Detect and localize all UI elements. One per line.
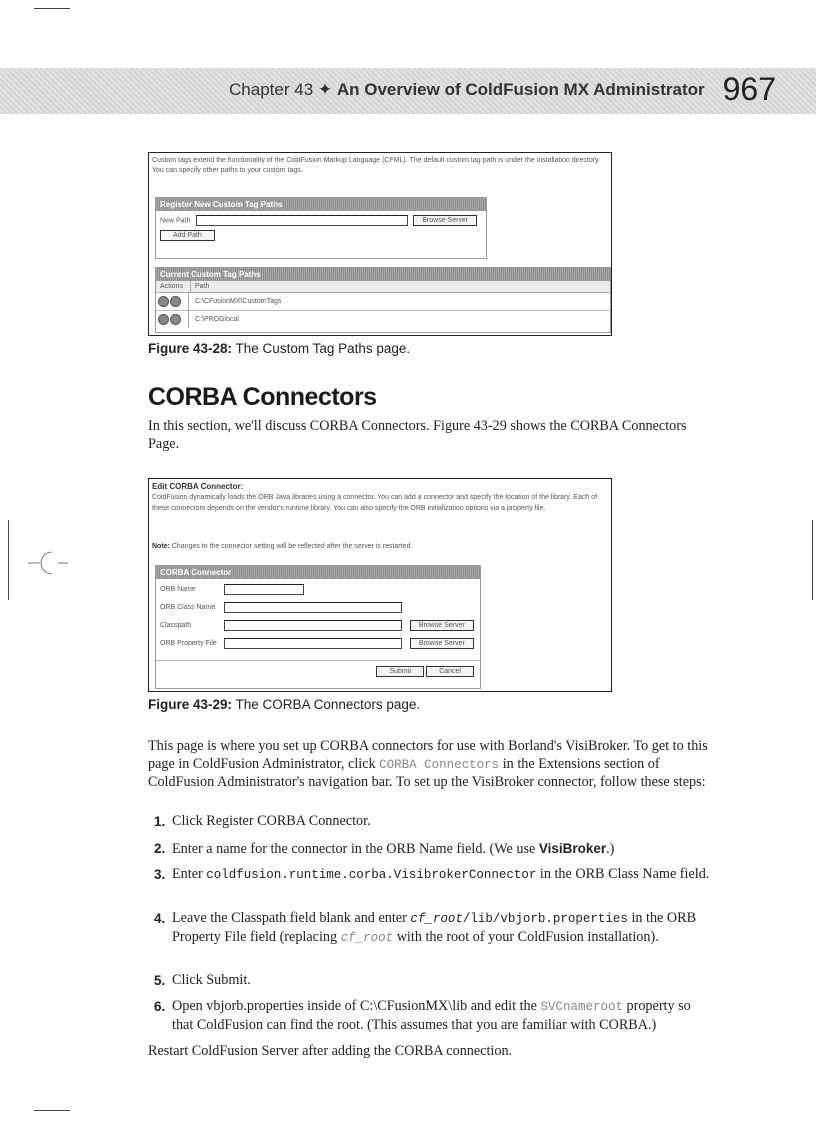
current-paths-title: Current Custom Tag Paths xyxy=(156,268,610,281)
step-number: 2. xyxy=(154,841,166,856)
current-paths-panel xyxy=(155,267,611,333)
caption-number: Figure 43-29: xyxy=(148,697,233,712)
body-text: This page is where you set up CORBA connectors for use with Borland's VisiBroker. To get to this page in ColdFusion Administrator, click xyxy=(148,738,708,772)
col-path: Path xyxy=(195,283,210,290)
step-number: 5. xyxy=(154,973,166,988)
row-actions xyxy=(156,293,189,310)
orb-class-input[interactable] xyxy=(224,602,402,613)
orb-name-label: ORB Name xyxy=(160,586,196,594)
restart-note xyxy=(152,543,412,550)
step-number: 1. xyxy=(154,814,166,829)
running-header-chapter xyxy=(229,80,705,106)
header-separator-icon: ✦ xyxy=(317,80,333,99)
classpath-row xyxy=(160,620,474,631)
step-number: 3. xyxy=(154,867,166,882)
current-paths-header-row xyxy=(156,281,610,293)
table-row xyxy=(156,293,610,311)
edit-icon[interactable] xyxy=(158,296,169,307)
chapter-label: Chapter 43 xyxy=(229,80,314,99)
orb-class-row xyxy=(160,602,402,613)
body-text: in the Extensions section of ColdFusion Administrator's navigation bar. To set up the VisiBroker connector, follow these steps: xyxy=(148,755,706,790)
table-row xyxy=(156,311,610,328)
chapter-title: An Overview of ColdFusion MX Administrator xyxy=(336,80,705,99)
step-text: Enter a name for the connector in the ORB Name field. (We use xyxy=(172,841,539,857)
list-item xyxy=(154,972,712,990)
classpath-input[interactable] xyxy=(224,620,402,631)
step-text: Click Submit. xyxy=(172,972,251,988)
list-item xyxy=(154,813,712,831)
figure-43-28-caption xyxy=(148,341,410,356)
list-item xyxy=(154,840,712,859)
step-text: Leave the Classpath field blank and enter xyxy=(172,910,411,926)
new-path-row xyxy=(156,211,486,230)
step-text: in the ORB Property File field (replacing xyxy=(172,910,697,945)
step-bold: VisiBroker xyxy=(538,841,607,856)
orb-property-label: ORB Property File xyxy=(160,640,217,648)
note-text: Changes to the connector setting will be reflected after the server is restarted. xyxy=(171,543,413,550)
registration-mark-icon xyxy=(28,548,68,578)
crop-mark-top-left xyxy=(34,8,70,9)
step-code: coldfusion.runtime.corba.VisibrokerConnector xyxy=(206,868,537,882)
new-path-input[interactable] xyxy=(196,215,408,226)
edit-corba-description: ColdFusion dynamically loads the ORB Java libraries using a connector. You can add a connector and specify the location of the library. Each of these connectors depends on the vendor's runtime library. You can also specify the ORB initialization options via a property file. xyxy=(152,494,598,512)
register-panel xyxy=(155,197,487,259)
edit-icon[interactable] xyxy=(158,314,169,325)
path-cell: C:\CFusionMX\CustomTags xyxy=(195,298,282,305)
orb-class-label: ORB Class Name xyxy=(160,604,216,612)
caption-text: The Custom Tag Paths page. xyxy=(235,341,411,356)
step-code-italic: cf_root xyxy=(410,912,463,926)
step-text: Click Register CORBA Connector. xyxy=(172,813,371,829)
step-text: property so that ColdFusion can find the root. (This assumes that you are familiar with CORBA.) xyxy=(172,998,691,1033)
path-cell: C:\PROGlocal xyxy=(195,316,239,323)
caption-text: The CORBA Connectors page. xyxy=(235,697,421,712)
crop-mark-bottom-left xyxy=(34,1110,70,1111)
crop-mark-left-vertical xyxy=(8,520,9,600)
classpath-label: Classpath xyxy=(160,622,192,630)
running-header xyxy=(229,72,776,106)
intro-paragraph: In this section, we'll discuss CORBA Connectors. Figure 43-29 shows the CORBA Connectors Page. xyxy=(148,418,687,452)
corba-connector-panel xyxy=(155,565,481,689)
cancel-button[interactable]: Cancel xyxy=(426,666,474,677)
row-actions xyxy=(156,311,189,328)
divider xyxy=(156,660,480,661)
list-item xyxy=(154,866,712,885)
browse-server-button[interactable]: Browse Server xyxy=(410,638,474,649)
section-heading: CORBA Connectors xyxy=(148,383,377,411)
step-number: 4. xyxy=(154,911,166,926)
step-text: Enter xyxy=(172,866,207,882)
page-number: 967 xyxy=(722,71,776,107)
add-path-button[interactable]: Add Path xyxy=(160,230,215,241)
closing-paragraph: Restart ColdFusion Server after adding the CORBA connection. xyxy=(148,1043,513,1059)
figure-43-28-screenshot xyxy=(148,152,612,336)
step-number: 6. xyxy=(154,999,166,1014)
step-text: in the ORB Class Name field. xyxy=(536,866,710,882)
caption-number: Figure 43-28: xyxy=(148,341,233,356)
col-actions: Actions xyxy=(156,281,191,292)
form-buttons xyxy=(376,666,474,677)
browse-server-button[interactable]: Browse Server xyxy=(410,620,474,631)
edit-corba-title: Edit CORBA Connector: xyxy=(152,482,244,491)
delete-icon[interactable] xyxy=(170,314,181,325)
orb-property-input[interactable] xyxy=(224,638,402,649)
list-item xyxy=(154,998,712,1034)
orb-property-row xyxy=(160,638,474,649)
step-text: .) xyxy=(606,841,615,857)
submit-button[interactable]: Submit xyxy=(376,666,424,677)
figure-43-29-screenshot xyxy=(148,478,612,692)
add-path-row xyxy=(156,230,486,241)
step-text: with the root of your ColdFusion installation). xyxy=(393,928,659,945)
step-code-gray: cf_root xyxy=(340,930,394,945)
list-item xyxy=(154,910,712,947)
body-paragraph xyxy=(148,738,708,792)
step-code-gray: SVCnameroot xyxy=(540,1000,623,1014)
orb-name-input[interactable] xyxy=(224,584,304,595)
code-corba-connectors: CORBA Connectors xyxy=(379,757,500,772)
browse-server-button[interactable]: Browse Server xyxy=(413,215,477,226)
corba-panel-title: CORBA Connector xyxy=(156,566,480,579)
new-path-label: New Path xyxy=(160,217,191,225)
register-panel-title: Register New Custom Tag Paths xyxy=(156,198,486,211)
step-text: Open vbjorb.properties inside of C:\CFusionMX\lib and edit the xyxy=(172,998,541,1014)
step-code: /lib/vbjorb.properties xyxy=(462,912,628,926)
figure-43-29-caption xyxy=(148,697,420,712)
crop-mark-right-vertical xyxy=(812,520,813,600)
delete-icon[interactable] xyxy=(170,296,181,307)
custom-tags-intro: Custom tags extend the functionality of the ColdFusion Markup Language (CFML). The default custom tag path is under the installation directory. You can specify other paths to your custom tags. xyxy=(152,157,600,174)
orb-name-row xyxy=(160,584,304,595)
note-label: Note: xyxy=(152,543,170,550)
